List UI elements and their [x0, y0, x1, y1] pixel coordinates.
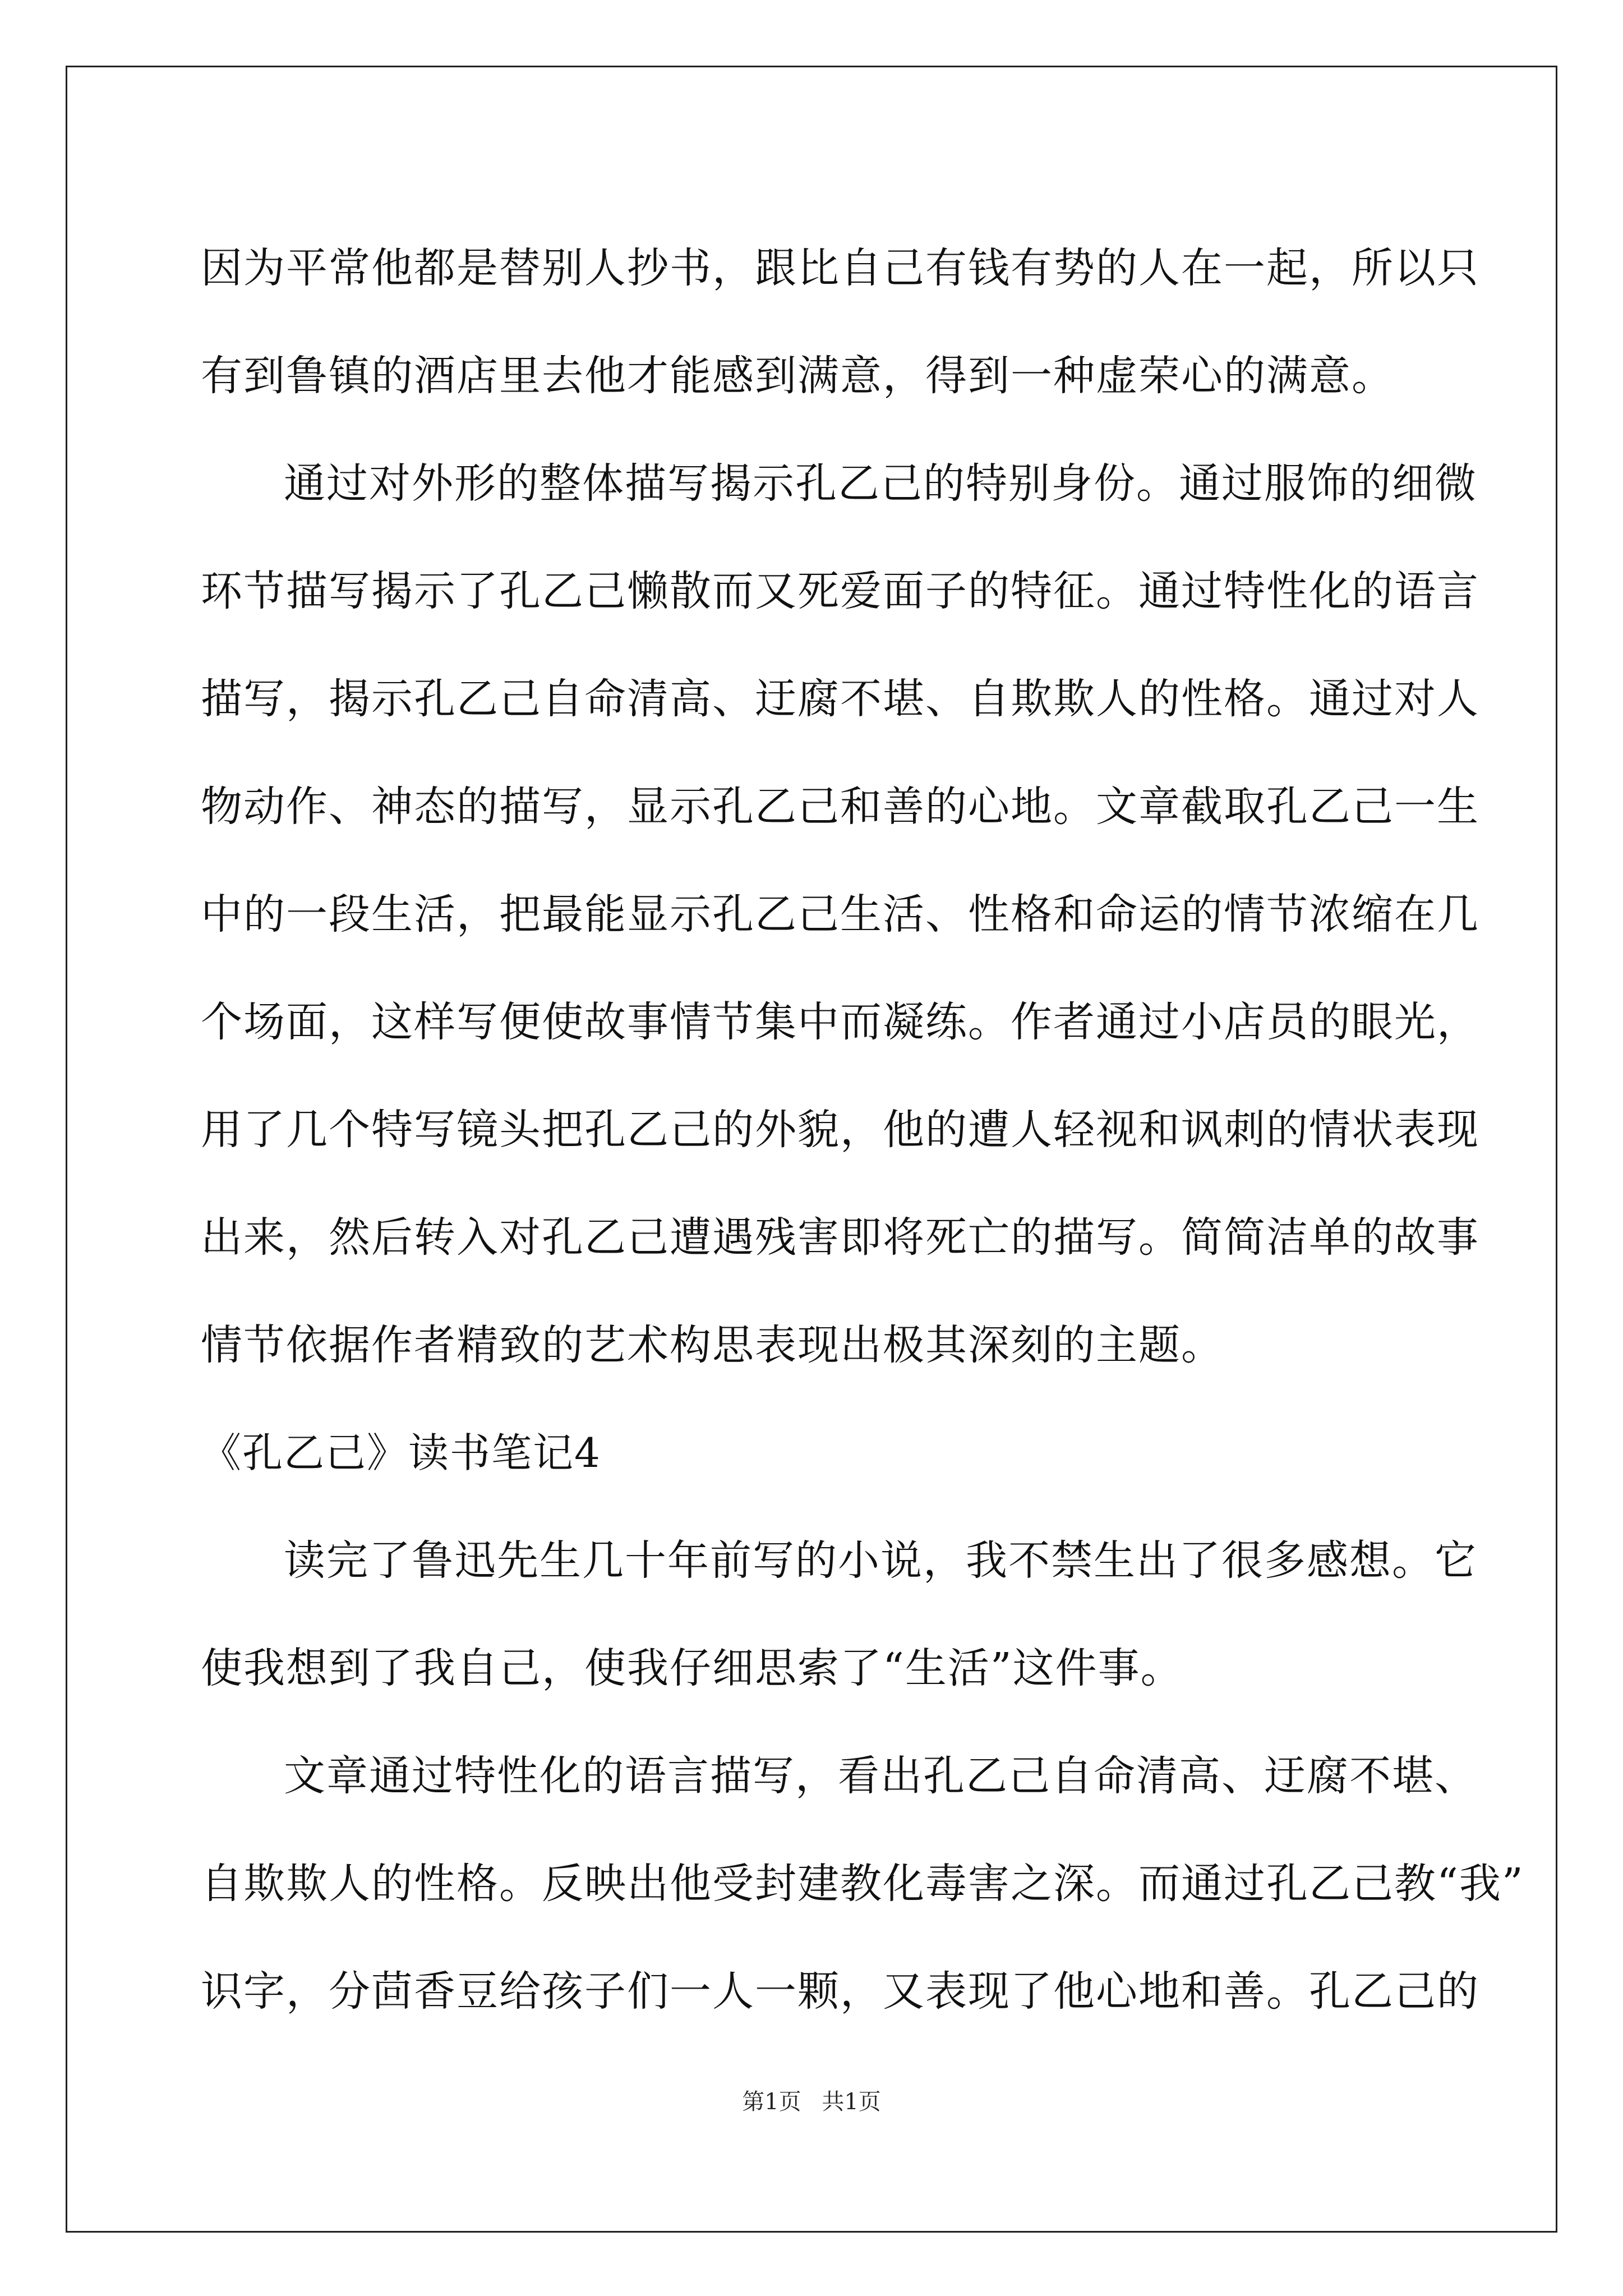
text-line: 有到鲁镇的酒店里去他才能感到满意，得到一种虚荣心的满意。: [201, 352, 1394, 400]
text-line: 出来，然后转入对孔乙己遭遇残害即将死亡的描写。简简洁单的故事: [201, 1213, 1479, 1262]
text-line: 描写，揭示孔乙己自命清高、迂腐不堪、自欺欺人的性格。通过对人: [201, 675, 1479, 723]
text-line: 情节依据作者精致的艺术构思表现出极其深刻的主题。: [201, 1321, 1224, 1369]
text-line: 环节描写揭示了孔乙己懒散而又死爱面子的特征。通过特性化的语言: [201, 567, 1479, 615]
text-line: 物动作、神态的描写，显示孔乙己和善的心地。文章截取孔乙己一生: [201, 783, 1479, 831]
paragraph-start-line: 文章通过特性化的语言描写，看出孔乙己自命清高、迂腐不堪、: [284, 1752, 1477, 1800]
document-body: [201, 214, 1524, 2045]
text-line: 中的一段生活，把最能显示孔乙己生活、性格和命运的情节浓缩在几: [201, 890, 1479, 938]
text-line: 使我想到了我自己，使我仔细思索了“生活”这件事。: [201, 1644, 1183, 1692]
page-total: 共1页: [822, 2089, 881, 2115]
paragraph-start-line: 读完了鲁迅先生几十年前写的小说，我不禁生出了很多感想。它: [284, 1536, 1477, 1585]
section-heading: 《孔乙己》读书笔记4: [201, 1429, 601, 1476]
text-line: 因为平常他都是替别人抄书，跟比自己有钱有势的人在一起，所以只: [201, 244, 1479, 292]
text-line: 识字，分茴香豆给孩子们一人一颗，又表现了他心地和善。孔乙己的: [201, 1967, 1479, 2016]
page-footer: [0, 2084, 1623, 2116]
text-line: 用了几个特写镜头把孔乙己的外貌，他的遭人轻视和讽刺的情状表现: [201, 1106, 1479, 1154]
page-number: 第1页: [742, 2089, 801, 2115]
text-line: 自欺欺人的性格。反映出他受封建教化毒害之深。而通过孔乙己教“我”: [201, 1860, 1524, 1908]
paragraph-start-line: 通过对外形的整体描写揭示孔乙己的特别身份。通过服饰的细微: [284, 459, 1477, 508]
text-line: 个场面，这样写便使故事情节集中而凝练。作者通过小店员的眼光，: [201, 998, 1479, 1046]
